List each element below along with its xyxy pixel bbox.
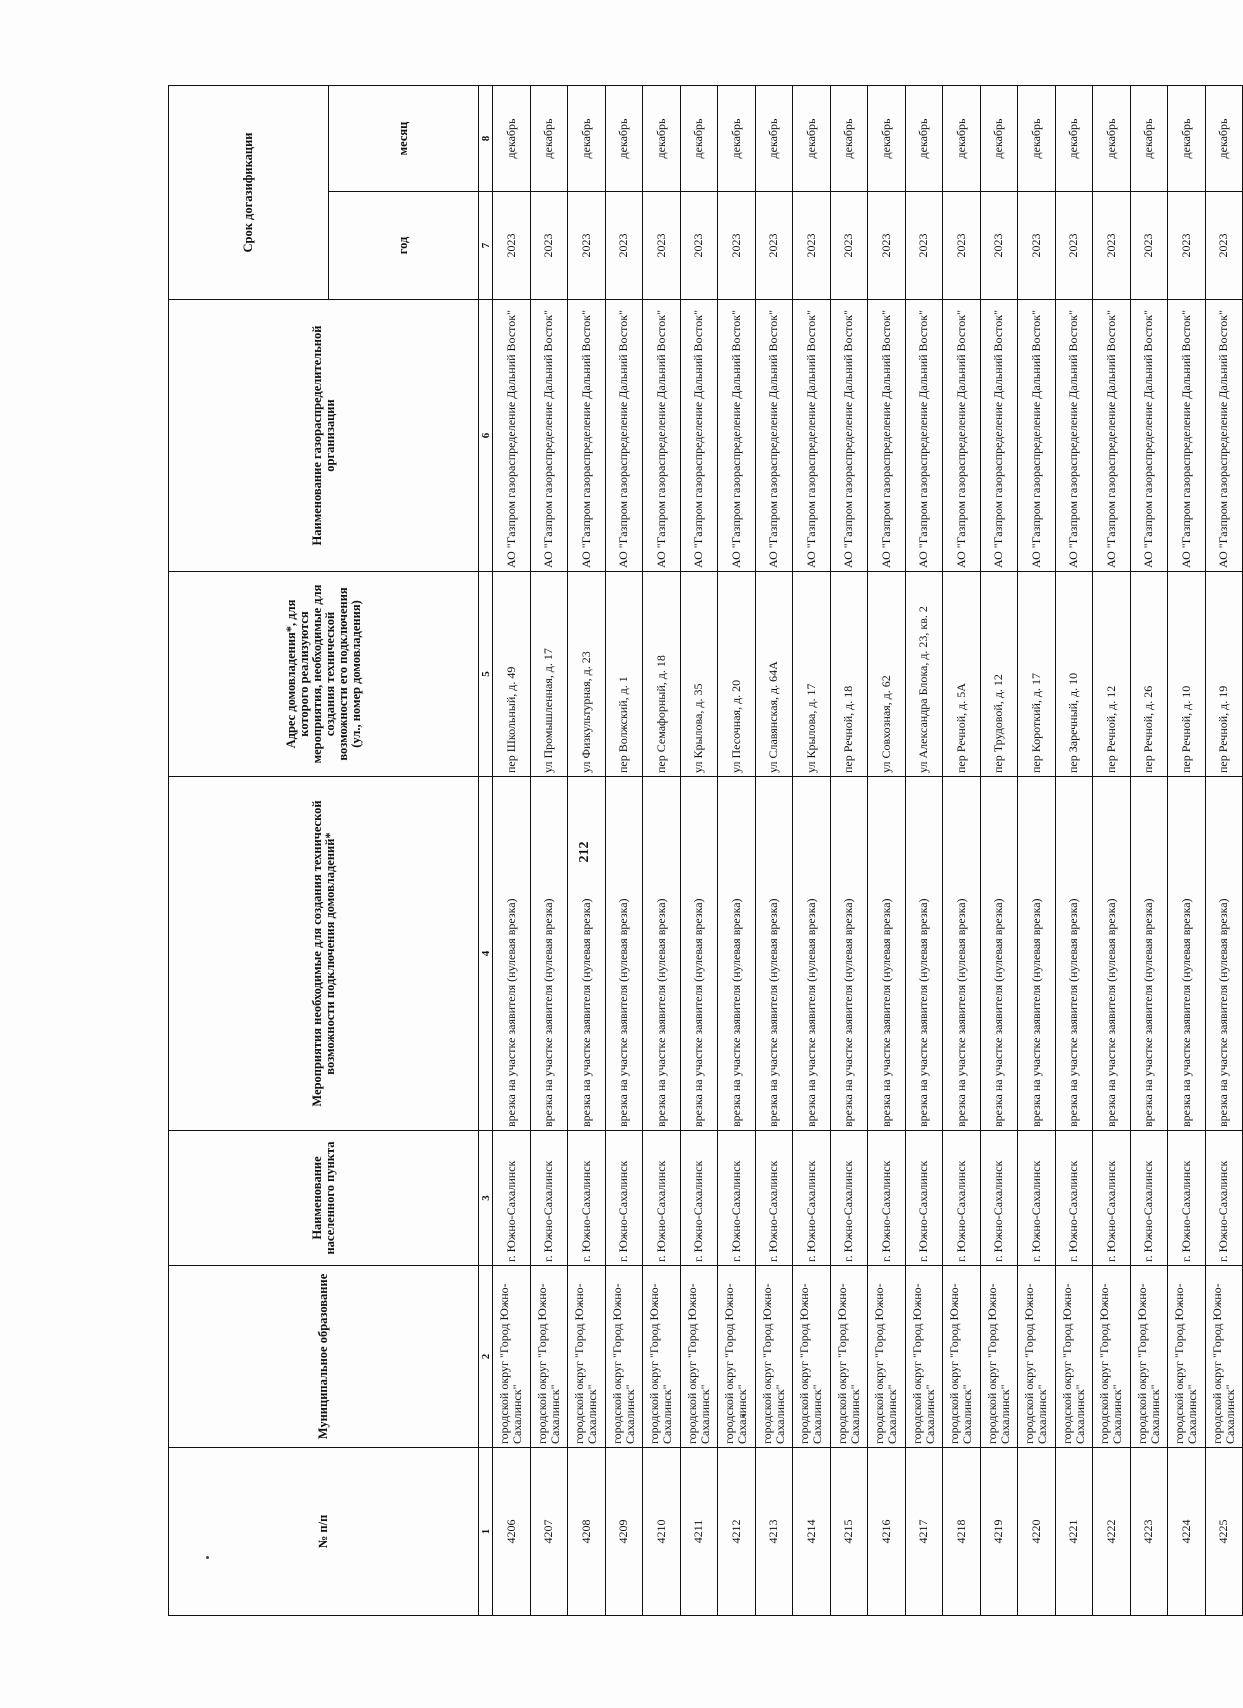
year-cell: 2023 <box>1018 192 1056 300</box>
organization-cell: АО "Газпром газораспределение Дальний Восток" <box>943 300 981 572</box>
organization-cell: АО "Газпром газораспределение Дальний Восток" <box>1168 300 1206 572</box>
address-cell: пер Семафорный, д. 18 <box>643 572 681 777</box>
organization-cell: АО "Газпром газораспределение Дальний Восток" <box>1205 300 1243 572</box>
address-cell: пер Речной, д. 5А <box>943 572 981 777</box>
settlement-cell: г. Южно-Сахалинск <box>830 1131 868 1266</box>
settlement-cell: г. Южно-Сахалинск <box>980 1131 1018 1266</box>
month-cell: декабрь <box>830 85 868 191</box>
municipality-cell: городской округ "Город Южно-Сахалинск" <box>530 1266 568 1448</box>
header-organization: Наименование газораспределительной организации <box>169 300 479 572</box>
year-cell: 2023 <box>793 192 831 300</box>
settlement-cell: г. Южно-Сахалинск <box>755 1131 793 1266</box>
header-measures: Мероприятия необходимые для создания технической возможности подключения домовладений* <box>169 777 479 1131</box>
address-cell: ул Александра Блока, д. 23, кв. 2 <box>905 572 943 777</box>
settlement-cell: г. Южно-Сахалинск <box>1018 1131 1056 1266</box>
organization-cell: АО "Газпром газораспределение Дальний Восток" <box>1055 300 1093 572</box>
table-row <box>1168 85 1206 1615</box>
row-number: 4215 <box>830 1448 868 1616</box>
municipality-cell: городской округ "Город Южно-Сахалинск" <box>980 1266 1018 1448</box>
table-row <box>830 85 868 1615</box>
measures-cell: врезка на участке заявителя (нулевая врезка) <box>493 777 531 1131</box>
year-cell: 2023 <box>680 192 718 300</box>
address-cell: пер Речной, д. 19 <box>1205 572 1243 777</box>
row-number: 4210 <box>643 1448 681 1616</box>
organization-cell: АО "Газпром газораспределение Дальний Восток" <box>1093 300 1131 572</box>
address-cell: ул Промышленная, д. 17 <box>530 572 568 777</box>
address-cell: ул Совхозная, д. 62 <box>868 572 906 777</box>
settlement-cell: г. Южно-Сахалинск <box>868 1131 906 1266</box>
settlement-cell: г. Южно-Сахалинск <box>943 1131 981 1266</box>
header-address: Адрес домовладения*, для которого реализуются мероприятия, необходимые для создания технической возможности его подключения (ул., номер домовладения) <box>169 572 479 777</box>
settlement-cell: г. Южно-Сахалинск <box>1168 1131 1206 1266</box>
organization-cell: АО "Газпром газораспределение Дальний Восток" <box>530 300 568 572</box>
settlement-cell: г. Южно-Сахалинск <box>1130 1131 1168 1266</box>
column-number: 6 <box>479 300 493 572</box>
address-cell: ул Физкультурная, д. 23 <box>568 572 606 777</box>
organization-cell: АО "Газпром газораспределение Дальний Восток" <box>643 300 681 572</box>
address-cell: ул Песочная, д. 20 <box>718 572 756 777</box>
organization-cell: АО "Газпром газораспределение Дальний Восток" <box>980 300 1018 572</box>
measures-cell: врезка на участке заявителя (нулевая врезка) <box>980 777 1018 1131</box>
year-cell: 2023 <box>943 192 981 300</box>
month-cell: декабрь <box>643 85 681 191</box>
address-cell: пер Заречный, д. 10 <box>1055 572 1093 777</box>
gasification-table <box>168 85 1243 1616</box>
year-cell: 2023 <box>568 192 606 300</box>
page-number: 212 <box>577 841 592 863</box>
month-cell: декабрь <box>568 85 606 191</box>
address-cell: пер Волжский, д. 1 <box>605 572 643 777</box>
year-cell: 2023 <box>643 192 681 300</box>
row-number: 4209 <box>605 1448 643 1616</box>
organization-cell: АО "Газпром газораспределение Дальний Восток" <box>755 300 793 572</box>
table-row <box>718 85 756 1615</box>
header-month: месяц <box>329 85 479 191</box>
column-number: 1 <box>479 1448 493 1616</box>
row-number: 4216 <box>868 1448 906 1616</box>
municipality-cell: городской округ "Город Южно-Сахалинск" <box>680 1266 718 1448</box>
address-cell: пер Речной, д. 12 <box>1093 572 1131 777</box>
municipality-cell: городской округ "Город Южно-Сахалинск" <box>755 1266 793 1448</box>
row-number: 4223 <box>1130 1448 1168 1616</box>
row-number: 4208 <box>568 1448 606 1616</box>
header-municipality: Муниципальное образование <box>169 1266 479 1448</box>
measures-cell: врезка на участке заявителя (нулевая врезка) <box>643 777 681 1131</box>
measures-cell: врезка на участке заявителя (нулевая врезка) <box>568 777 606 1131</box>
settlement-cell: г. Южно-Сахалинск <box>718 1131 756 1266</box>
table-row <box>943 85 981 1615</box>
measures-cell: врезка на участке заявителя (нулевая врезка) <box>680 777 718 1131</box>
table-row <box>493 85 531 1615</box>
table-row <box>1093 85 1131 1615</box>
settlement-cell: г. Южно-Сахалинск <box>1205 1131 1243 1266</box>
year-cell: 2023 <box>868 192 906 300</box>
settlement-cell: г. Южно-Сахалинск <box>493 1131 531 1266</box>
month-cell: декабрь <box>1018 85 1056 191</box>
header-term: Срок догазификации <box>169 85 329 299</box>
organization-cell: АО "Газпром газораспределение Дальний Восток" <box>605 300 643 572</box>
table-row <box>1018 85 1056 1615</box>
year-cell: 2023 <box>1130 192 1168 300</box>
month-cell: декабрь <box>530 85 568 191</box>
header-num: № п/п <box>169 1448 479 1616</box>
row-number: 4224 <box>1168 1448 1206 1616</box>
row-number: 4214 <box>793 1448 831 1616</box>
month-cell: декабрь <box>680 85 718 191</box>
organization-cell: АО "Газпром газораспределение Дальний Восток" <box>718 300 756 572</box>
municipality-cell: городской округ "Город Южно-Сахалинск" <box>793 1266 831 1448</box>
municipality-cell: городской округ "Город Южно-Сахалинск" <box>868 1266 906 1448</box>
table-row <box>1055 85 1093 1615</box>
address-cell: пер Школьный, д. 49 <box>493 572 531 777</box>
year-cell: 2023 <box>830 192 868 300</box>
header-settlement: Наименование населенного пункта <box>169 1131 479 1266</box>
municipality-cell: городской округ "Город Южно-Сахалинск" <box>1168 1266 1206 1448</box>
row-number: 4212 <box>718 1448 756 1616</box>
month-cell: декабрь <box>980 85 1018 191</box>
month-cell: декабрь <box>905 85 943 191</box>
month-cell: декабрь <box>1205 85 1243 191</box>
year-cell: 2023 <box>980 192 1018 300</box>
settlement-cell: г. Южно-Сахалинск <box>530 1131 568 1266</box>
table-row <box>980 85 1018 1615</box>
municipality-cell: городской округ "Город Южно-Сахалинск" <box>1130 1266 1168 1448</box>
month-cell: декабрь <box>1093 85 1131 191</box>
table-row <box>793 85 831 1615</box>
municipality-cell: городской округ "Город Южно-Сахалинск" <box>1205 1266 1243 1448</box>
measures-cell: врезка на участке заявителя (нулевая врезка) <box>530 777 568 1131</box>
year-cell: 2023 <box>718 192 756 300</box>
municipality-cell: городской округ "Город Южно-Сахалинск" <box>643 1266 681 1448</box>
table-row <box>1205 85 1243 1615</box>
address-cell: пер Речной, д. 18 <box>830 572 868 777</box>
month-cell: декабрь <box>868 85 906 191</box>
column-number-row <box>479 85 493 1615</box>
measures-cell: врезка на участке заявителя (нулевая врезка) <box>793 777 831 1131</box>
year-cell: 2023 <box>905 192 943 300</box>
table-row <box>568 85 606 1615</box>
month-cell: декабрь <box>755 85 793 191</box>
column-number: 4 <box>479 777 493 1131</box>
organization-cell: АО "Газпром газораспределение Дальний Восток" <box>568 300 606 572</box>
municipality-cell: городской округ "Город Южно-Сахалинск" <box>568 1266 606 1448</box>
municipality-cell: городской округ "Город Южно-Сахалинск" <box>605 1266 643 1448</box>
row-number: 4225 <box>1205 1448 1243 1616</box>
measures-cell: врезка на участке заявителя (нулевая врезка) <box>605 777 643 1131</box>
measures-cell: врезка на участке заявителя (нулевая врезка) <box>718 777 756 1131</box>
municipality-cell: городской округ "Город Южно-Сахалинск" <box>1055 1266 1093 1448</box>
measures-cell: врезка на участке заявителя (нулевая врезка) <box>1093 777 1131 1131</box>
year-cell: 2023 <box>530 192 568 300</box>
column-number: 7 <box>479 192 493 300</box>
month-cell: декабрь <box>493 85 531 191</box>
organization-cell: АО "Газпром газораспределение Дальний Восток" <box>1130 300 1168 572</box>
measures-cell: врезка на участке заявителя (нулевая врезка) <box>1055 777 1093 1131</box>
month-cell: декабрь <box>1168 85 1206 191</box>
measures-cell: врезка на участке заявителя (нулевая врезка) <box>1205 777 1243 1131</box>
municipality-cell: городской округ "Город Южно-Сахалинск" <box>718 1266 756 1448</box>
year-cell: 2023 <box>1205 192 1243 300</box>
settlement-cell: г. Южно-Сахалинск <box>793 1131 831 1266</box>
row-number: 4218 <box>943 1448 981 1616</box>
table-row <box>643 85 681 1615</box>
row-number: 4219 <box>980 1448 1018 1616</box>
address-cell: пер Короткий, д. 17 <box>1018 572 1056 777</box>
year-cell: 2023 <box>1093 192 1131 300</box>
year-cell: 2023 <box>493 192 531 300</box>
row-number: 4206 <box>493 1448 531 1616</box>
year-cell: 2023 <box>1055 192 1093 300</box>
year-cell: 2023 <box>605 192 643 300</box>
measures-cell: врезка на участке заявителя (нулевая врезка) <box>868 777 906 1131</box>
address-cell: пер Трудовой, д. 12 <box>980 572 1018 777</box>
month-cell: декабрь <box>943 85 981 191</box>
municipality-cell: городской округ "Город Южно-Сахалинск" <box>1018 1266 1056 1448</box>
table-row <box>530 85 568 1615</box>
year-cell: 2023 <box>755 192 793 300</box>
table-row <box>1130 85 1168 1615</box>
address-cell: ул Славянская, д. 64А <box>755 572 793 777</box>
municipality-cell: городской округ "Город Южно-Сахалинск" <box>943 1266 981 1448</box>
header-year: год <box>329 192 479 300</box>
settlement-cell: г. Южно-Сахалинск <box>905 1131 943 1266</box>
table-row <box>605 85 643 1615</box>
municipality-cell: городской округ "Город Южно-Сахалинск" <box>493 1266 531 1448</box>
organization-cell: АО "Газпром газораспределение Дальний Восток" <box>905 300 943 572</box>
rotated-table-wrapper <box>168 86 1237 1616</box>
organization-cell: АО "Газпром газораспределение Дальний Восток" <box>680 300 718 572</box>
column-number: 3 <box>479 1131 493 1266</box>
table-row <box>680 85 718 1615</box>
measures-cell: врезка на участке заявителя (нулевая врезка) <box>905 777 943 1131</box>
settlement-cell: г. Южно-Сахалинск <box>643 1131 681 1266</box>
measures-cell: врезка на участке заявителя (нулевая врезка) <box>830 777 868 1131</box>
settlement-cell: г. Южно-Сахалинск <box>605 1131 643 1266</box>
column-number: 2 <box>479 1266 493 1448</box>
address-cell: ул Крылова, д. 17 <box>793 572 831 777</box>
address-cell: пер Речной, д. 10 <box>1168 572 1206 777</box>
table-row <box>905 85 943 1615</box>
row-number: 4221 <box>1055 1448 1093 1616</box>
row-number: 4207 <box>530 1448 568 1616</box>
organization-cell: АО "Газпром газораспределение Дальний Восток" <box>830 300 868 572</box>
row-number: 4217 <box>905 1448 943 1616</box>
municipality-cell: городской округ "Город Южно-Сахалинск" <box>905 1266 943 1448</box>
organization-cell: АО "Газпром газораспределение Дальний Восток" <box>493 300 531 572</box>
month-cell: декабрь <box>1130 85 1168 191</box>
table-body <box>479 85 1243 1615</box>
organization-cell: АО "Газпром газораспределение Дальний Восток" <box>793 300 831 572</box>
settlement-cell: г. Южно-Сахалинск <box>680 1131 718 1266</box>
month-cell: декабрь <box>1055 85 1093 191</box>
column-number: 8 <box>479 85 493 191</box>
column-number: 5 <box>479 572 493 777</box>
municipality-cell: городской округ "Город Южно-Сахалинск" <box>830 1266 868 1448</box>
table-row <box>868 85 906 1615</box>
organization-cell: АО "Газпром газораспределение Дальний Восток" <box>868 300 906 572</box>
measures-cell: врезка на участке заявителя (нулевая врезка) <box>755 777 793 1131</box>
month-cell: декабрь <box>718 85 756 191</box>
organization-cell: АО "Газпром газораспределение Дальний Восток" <box>1018 300 1056 572</box>
settlement-cell: г. Южно-Сахалинск <box>1055 1131 1093 1266</box>
settlement-cell: г. Южно-Сахалинск <box>1093 1131 1131 1266</box>
row-number: 4211 <box>680 1448 718 1616</box>
row-number: 4222 <box>1093 1448 1131 1616</box>
measures-cell: врезка на участке заявителя (нулевая врезка) <box>1130 777 1168 1131</box>
settlement-cell: г. Южно-Сахалинск <box>568 1131 606 1266</box>
measures-cell: врезка на участке заявителя (нулевая врезка) <box>1018 777 1056 1131</box>
address-cell: ул Крылова, д. 35 <box>680 572 718 777</box>
table-row <box>755 85 793 1615</box>
month-cell: декабрь <box>793 85 831 191</box>
year-cell: 2023 <box>1168 192 1206 300</box>
row-number: 4213 <box>755 1448 793 1616</box>
measures-cell: врезка на участке заявителя (нулевая врезка) <box>943 777 981 1131</box>
month-cell: декабрь <box>605 85 643 191</box>
address-cell: пер Речной, д. 26 <box>1130 572 1168 777</box>
measures-cell: врезка на участке заявителя (нулевая врезка) <box>1168 777 1206 1131</box>
municipality-cell: городской округ "Город Южно-Сахалинск" <box>1093 1266 1131 1448</box>
row-number: 4220 <box>1018 1448 1056 1616</box>
